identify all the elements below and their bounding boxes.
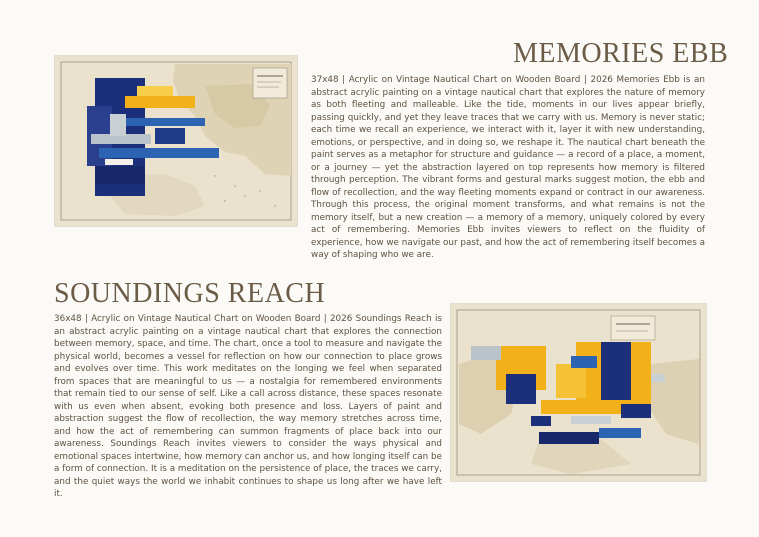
artwork-title-memories-ebb: MEMORIES EBB [513, 38, 729, 69]
artwork-image-soundings-reach [450, 303, 707, 482]
artwork-title-soundings-reach: SOUNDINGS REACH [54, 278, 326, 309]
artwork-image-memories-ebb [54, 55, 298, 227]
artwork-description-memories-ebb: 37x48 | Acrylic on Vintage Nautical Chart on Wooden Board | 2026 Memories Ebb is an abstract acrylic painting on a vintage nautical chart that explores the nature of memory as both fleeting and malleable. Like the tide, moments in our lives appear briefly, passing quickly, and yet they leave traces that we carry with us. Memory is never static; each time we recall an experience, we interact with it, layer it with new understanding, emotions, or perspective, and in doing so, we reshape it. The nautical chart beneath the paint serves as a metaphor for structure and guidance — a record of a place, a moment, or a journey — yet the abstraction layered on top represents how memory is filtered through perception. The vibrant forms and gestural marks suggest motion, the ebb and flow of recollection, and the way fleeting moments expand or contract in our awareness. Through this process, the original moment transforms, and what remains is not the memory itself, but a new creation — a memory of a memory, uniquely colored by every act of remembering. Memories Ebb invites viewers to reflect on the fluidity of experience, how we navigate our past, and how the act of remembering itself becomes a way of shaping who we are. [311, 75, 705, 260]
artwork-description-soundings-reach: 36x48 | Acrylic on Vintage Nautical Chart on Wooden Board | 2026 Soundings Reach is an abstract acrylic painting on a vintage nautical chart that explores the connection between memory, space, and time. The chart, once a tool to measure and navigate the physical world, becomes a vessel for reflection on how our connection to place grows and evolves over time. This work meditates on the longing we feel when separated from spaces that are meaningful to us — a nostalgia for remembered environments that remain tied to our sense of self. Like a call across distance, these spaces resonate with us even when absent, evoking both presence and loss. Layers of paint and abstraction suggest the flow of recollection, the way memory stretches across time, and how the act of remembering can summon fragments of place back into our awareness. Soundings Reach invites viewers to consider the ways physical and emotional spaces intertwine, how memory can anchor us, and how longing itself can be a form of connection. It is a meditation on the persistence of place, the traces we carry, and the quiet ways the world we inhabit continues to shape us long after we have left it. [54, 314, 442, 499]
